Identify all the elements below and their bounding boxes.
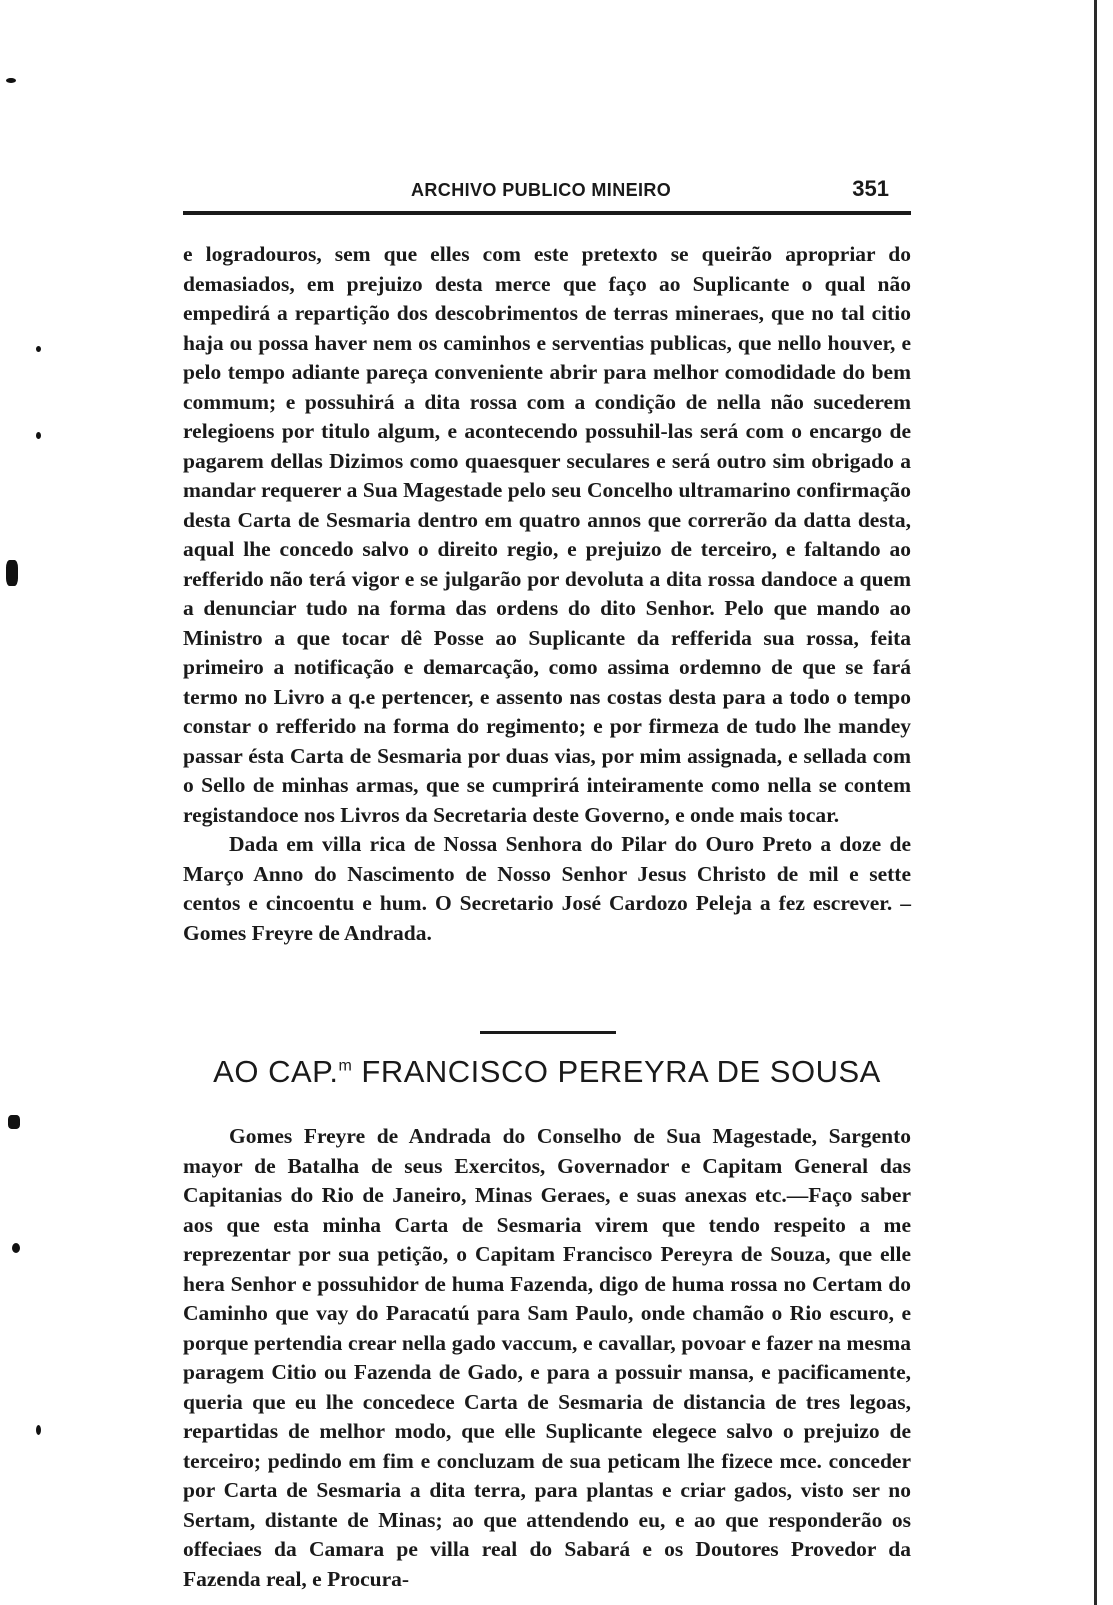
section-heading-rest: FRANCISCO PEREYRA DE SOUSA — [352, 1054, 881, 1089]
page-number: 351 — [852, 176, 889, 201]
section-heading-prefix: AO CAP. — [213, 1054, 339, 1089]
margin-speck — [36, 432, 41, 439]
margin-speck — [36, 1425, 41, 1435]
section-body-text — [183, 1122, 911, 1594]
page-header — [183, 172, 911, 206]
running-title: ARCHIVO PUBLICO MINEIRO — [411, 180, 672, 200]
body-paragraph: e logradouros, sem que elles com este pretexto se queirão apropriar do demasiados, em prejuizo desta merce que faço ao Suplicante o qual não empedirá a repartição dos descobrimentos de terras mineraes, que no tal citio haja ou possa haver nem os caminhos e serventias publicas, que nello houver, e pelo tempo adiante pareça conveniente abrir para melhor comodidade do bem commum; e possuhirá a dita rossa com a condição de nella não sucederem relegioens por titulo algum, e acontecendo possuhil-las será com o encargo de pagarem dellas Dizimos como quaesquer seculares e será outro sim obrigado a mandar requerer a Sua Magestade pelo seu Concelho ultramarino confirmação desta Carta de Sesmaria dentro em quatro annos que correrão da datta desta, aqual lhe concedo salvo o direito regio, e prejuizo de terceiro, e faltando ao refferido não terá vigor e se julgarão por devoluta a dita rossa dandoce a quem a denunciar tudo na forma das ordens do dito Senhor. Pelo que mando ao Ministro a que tocar dê Posse ao Suplicante da refferida sua rossa, feita primeiro a notificação e demarcação, como assima ordemno de que se fará termo no Livro a q.e pertencer, e assento nas costas desta para a todo o tempo constar o refferido na forma do regimento; e por firmeza de tudo lhe mandey passar ésta Carta de Sesmaria por duas vias, por mim assignada, e sellada com o Sello de minhas armas, que se cumprirá inteiramente como nella se contem registandoce nos Livros da Secretaria deste Governo, e onde mais tocar. — [183, 242, 911, 827]
body-text — [183, 240, 911, 948]
section-heading — [183, 1054, 911, 1090]
section-heading-superscript: m — [338, 1057, 353, 1075]
header-rule — [183, 211, 911, 215]
page-edge — [1094, 0, 1097, 1605]
margin-speck — [8, 1115, 20, 1129]
section-separator — [480, 1031, 616, 1034]
section-paragraph: Gomes Freyre de Andrada do Conselho de Sua Magestade, Sargento mayor de Batalha de seus Exercitos, Governador e Capitam General das Capitanias do Rio de Janeiro, Minas Geraes, e suas anexas etc.—Faço saber aos que esta minha Carta de Sesmaria virem que tendo respeito a me reprezentar por sua petição, o Capitam Francisco Pereyra de Souza, que elle hera Senhor e possuhidor de huma Fazenda, digo de huma rossa no Certam do Caminho que vay do Paracatú para Sam Paulo, onde chamão o Rio escuro, e porque pertendia crear nella gado vaccum, e cavallar, povoar e fazer na mesma paragem Citio ou Fazenda de Gado, e para a possuir mansa, e pacificamente, queria que eu lhe concedece Carta de Sesmaria de distancia de tres legoas, repartidas de melhor modo, que elle Suplicante elegece salvo o prejuizo de terceiro; pedindo em fim e concluzam de sua peticam lhe fizece mce. conceder por Carta de Sesmaria a dita terra, para plantas e criar gados, visto ser no Sertam, distante de Minas; ao que attendendo eu, e ao que responderão os offeciaes da Camara pe villa real do Sabará e os Doutores Provedor da Fazenda real, e Procura- — [183, 1124, 911, 1591]
margin-speck — [6, 78, 16, 83]
margin-speck — [6, 560, 18, 586]
body-paragraph: Dada em villa rica de Nossa Senhora do Pilar do Ouro Preto a doze de Março Anno do Nascimento de Nosso Senhor Jesus Christo de mil e sette centos e cincoentu e hum. O Secretario José Cardozo Peleja a fez escrever. –Gomes Freyre de Andrada. — [183, 832, 911, 945]
margin-speck — [12, 1243, 20, 1253]
margin-speck — [36, 346, 41, 352]
